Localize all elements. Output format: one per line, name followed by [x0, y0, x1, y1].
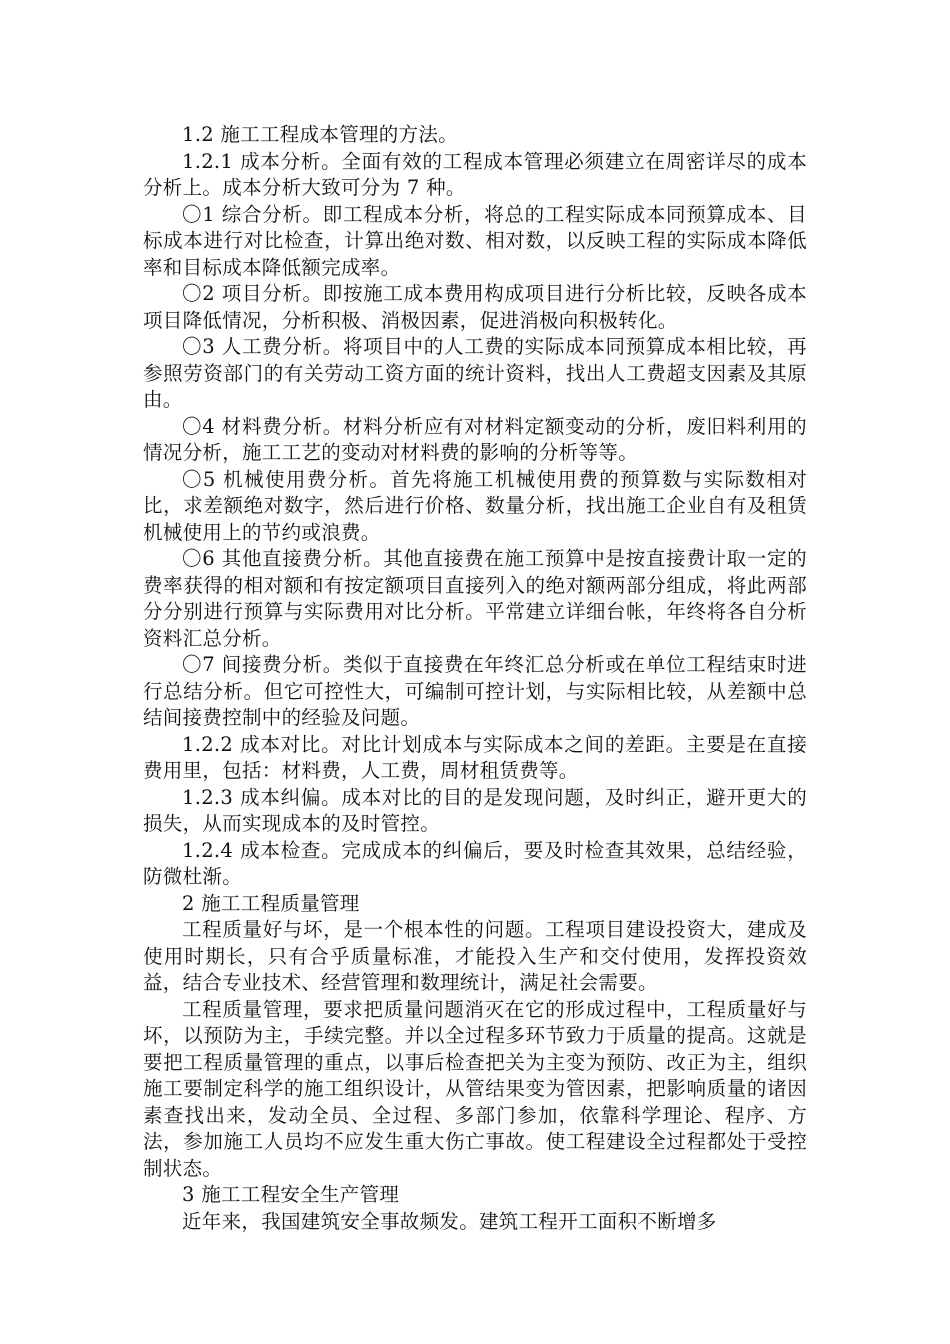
paragraph-cost-correction: 1.2.3 成本纠偏。成本对比的目的是发现问题，及时纠正，避开更大的损失，从而实现成本的及时管控。 [143, 785, 807, 835]
paragraph-safety-1: 近年来，我国建筑安全事故频发。建筑工程开工面积不断增多 [182, 1209, 717, 1233]
paragraph-cost-inspection: 1.2.4 成本检查。完成成本的纠偏后，要及时检查其效果，总结经验，防微杜渐。 [143, 838, 807, 888]
section-heading-safety: 3 施工工程安全生产管理 [182, 1183, 400, 1206]
section-heading-quality: 2 施工工程质量管理 [182, 891, 360, 915]
paragraph-item-3: 〇3 人工费分析。将项目中的人工费的实际成本同预算成本相比较，再参照劳资部门的有关劳动工资方面的统计资料，找出人工费超支因素及其原由。 [143, 335, 807, 411]
paragraph-item-2: 〇2 项目分析。即按施工成本费用构成项目进行分析比较，反映各成本项目降低情况，分析积极、消极因素，促进消极向积极转化。 [143, 282, 807, 332]
paragraph-item-6: 〇6 其他直接费分析。其他直接费在施工预算中是按直接费计取一定的费率获得的相对额和有按定额项目直接列入的绝对额两部分组成，将此两部分分别进行预算与实际费用对比分析。平常建立详细台帐，年终将各自分析资料汇总分析。 [143, 547, 807, 650]
paragraph-item-4: 〇4 材料费分析。材料分析应有对材料定额变动的分析，废旧料利用的情况分析，施工工艺的变动对材料费的影响的分析等等。 [143, 414, 807, 464]
paragraph-item-7: 〇7 间接费分析。类似于直接费在年终汇总分析或在单位工程结束时进行总结分析。但它可控性大，可编制可控计划，与实际相比较，从差额中总结间接费控制中的经验及问题。 [143, 653, 807, 729]
paragraph-quality-1: 工程质量好与坏，是一个根本性的问题。工程项目建设投资大，建成及使用时期长，只有合乎质量标准，才能投入生产和交付使用，发挥投资效益，结合专业技术、经营管理和数理统计，满足社会需要。 [143, 918, 807, 994]
paragraph-item-5: 〇5 机械使用费分析。首先将施工机械使用费的预算数与实际数相对比，求差额绝对数字，然后进行价格、数量分析，找出施工企业自有及租赁机械使用上的节约或浪费。 [143, 467, 807, 544]
section-heading-1-2: 1.2 施工工程成本管理的方法。 [182, 123, 459, 146]
paragraph-cost-analysis: 1.2.1 成本分析。全面有效的工程成本管理必须建立在周密详尽的成本分析上。成本分析大致可分为 7 种。 [143, 149, 807, 199]
paragraph-quality-2: 工程质量管理，要求把质量问题消灭在它的形成过程中，工程质量好与坏，以预防为主，手续完整。并以全过程多环节致力于质量的提高。这就是要把工程质量管理的重点，以事后检查把关为主变为预防、改正为主，组织施工要制定科学的施工组织设计，从管结果变为管因素，把影响质量的诸因素查找出来，发动全员、全过程、多部门参加，依靠科学理论、程序、方法，参加施工人员均不应发生重大伤亡事故。使工程建设全过程都处于受控制状态。 [143, 997, 807, 1180]
document-body [143, 122, 807, 1235]
paragraph-cost-comparison: 1.2.2 成本对比。对比计划成本与实际成本之间的差距。主要是在直接费用里，包括：材料费，人工费，周材租赁费等。 [143, 732, 807, 782]
paragraph-item-1: 〇1 综合分析。即工程成本分析，将总的工程实际成本同预算成本、目标成本进行对比检查，计算出绝对数、相对数，以反映工程的实际成本降低率和目标成本降低额完成率。 [143, 202, 807, 279]
